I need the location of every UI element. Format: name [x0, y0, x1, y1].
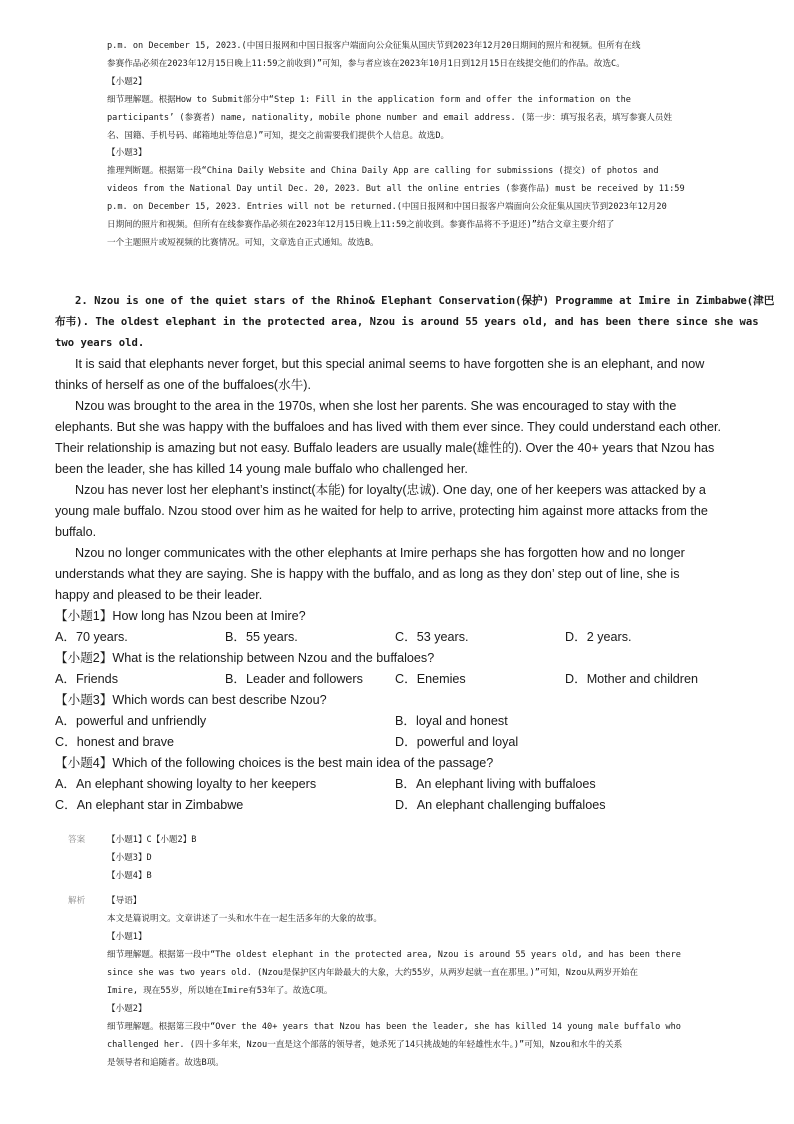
intro-line: 布韦). The oldest elephant in the protected area, Nzou is around 55 years old, and has been there since she was [55, 316, 759, 328]
subquestion-2: 【小题2】What is the relationship between Nzou and the buffaloes? [55, 651, 435, 665]
subquestion-4-options-row2 [55, 795, 745, 816]
paragraph-line: Their relationship is amazing but not easy. Buffalo leaders are usually male(雄性的). Over the 40+ years that Nzou has [55, 441, 715, 455]
paragraph-line: been the leader, she has killed 14 young male buffalo who challenged her. [55, 462, 468, 476]
analysis-line: 【导语】 [107, 896, 142, 906]
analysis-line: 细节理解题。根据第三段中“Over the 40+ years that Nzou has been the leader, she has killed 14 young male buffalo who [107, 1022, 681, 1032]
subquestion-3: 【小题3】Which words can best describe Nzou? [55, 693, 327, 707]
subquestion-4: 【小题4】Which of the following choices is the best main idea of the passage? [55, 756, 494, 770]
subquestion-3-options-row1 [55, 711, 745, 732]
explanation-line: 【小题3】 [107, 148, 147, 159]
explanation-line: 一个主题照片或短视频的比赛情况。可知，文章选自正式通知。故选B。 [107, 237, 379, 248]
analysis-line: 【小题1】 [107, 932, 147, 942]
explanation-line: p.m. on December 15, 2023. Entries will not be returned.(中国日报网和中国日报客户端面向公众征集从国庆节到2023年12月20 [107, 202, 667, 213]
explanation-line: 推理判断题。根据第一段“China Daily Website and China Daily App are calling for submissions (提交) of photos and [107, 166, 659, 177]
subquestion-4-options-row1 [55, 774, 745, 795]
paragraph-line: buffalo. [55, 525, 97, 539]
subquestion-1-options [55, 627, 745, 648]
analysis-line: 【小题2】 [107, 1004, 147, 1014]
passage-paragraph [55, 354, 745, 396]
paragraph-line: Nzou was brought to the area in the 1970s, when she lost her parents. She was encouraged to stay with the [75, 399, 677, 413]
option-a: A．Friends [55, 672, 118, 686]
answer-line: 【小题3】D [107, 853, 152, 863]
passage-paragraph [55, 396, 745, 480]
option-a: A．70 years. [55, 630, 128, 644]
question-2 [55, 291, 775, 816]
explanation-line: 参赛作品必须在2023年12月15日晚上11:59之前收到)”可知，参与者应该在2023年10月1日到12月15日在线提交他们的作品。故选C。 [107, 58, 625, 69]
question-intro [55, 291, 775, 354]
paragraph-line: elephants. But she was happy with the buffaloes and has lived with them ever since. They could understand each other. [55, 420, 722, 434]
paragraph-line: young male buffalo. Nzou stood over him as he waited for help to arrive, protecting him against more attacks from the [55, 504, 708, 518]
option-d: D．2 years. [565, 630, 632, 644]
analysis-line: 细节理解题。根据第一段中“The oldest elephant in the protected area, Nzou is around 55 years old, and has been there [107, 950, 681, 960]
explanation-line: 日期间的照片和视频。但所有在线参赛作品必须在2023年12月15日晚上11:59之前收到。参赛作品将不予退还)”结合文章主要介绍了 [107, 220, 615, 231]
paragraph-line: Nzou no longer communicates with the other elephants at Imire perhaps she has forgotten how and no longer [75, 546, 685, 560]
paragraph-line: happy and pleased to be their leader. [55, 588, 263, 602]
explanation-line: 【小题2】 [107, 76, 147, 87]
subquestion-1: 【小题1】How long has Nzou been at Imire? [55, 609, 306, 623]
analysis-line: Imire, 现在55岁，所以她在Imire有53年了。故选C项。 [107, 986, 333, 996]
option-b: B．55 years. [225, 630, 298, 644]
intro-line: 2. Nzou is one of the quiet stars of the Rhino& Elephant Conservation(保护) Programme at Imire in Zimbabwe(津巴 [75, 295, 775, 307]
option-b: B．Leader and followers [225, 672, 363, 686]
option-d: D．Mother and children [565, 672, 698, 686]
explanation-line: 细节理解题。根据How to Submit部分中“Step 1: Fill in the application form and offer the information on the [107, 94, 631, 105]
option-d: D．An elephant challenging buffaloes [395, 798, 606, 812]
previous-question-explanation [107, 38, 747, 253]
option-c: C．53 years. [395, 630, 469, 644]
analysis-line: 是领导者和追随者。故选B项。 [107, 1058, 224, 1068]
option-a: A．powerful and unfriendly [55, 714, 207, 728]
analysis-line: 本文是篇说明文。文章讲述了一头和水牛在一起生活多年的大象的故事。 [107, 914, 383, 924]
passage-paragraph [55, 543, 745, 606]
explanation-line: participants’ (参赛者) name, nationality, mobile phone number and email address. (第一步：填写报名表，填写参赛人员姓 [107, 112, 673, 123]
passage-paragraph [55, 480, 745, 543]
answer-line: 【小题1】C【小题2】B [107, 835, 197, 845]
intro-line: two years old. [55, 337, 145, 349]
paragraph-line: It is said that elephants never forget, but this special animal seems to have forgotten she is an elephant, and now [75, 357, 705, 371]
subquestion-2-options [55, 669, 745, 690]
subquestion-3-options-row2 [55, 732, 745, 753]
explanation-line: videos from the National Day until Dec. 20, 2023. But all the online entries (参赛作品) must be received by 11:59 [107, 184, 685, 195]
analysis-label: 解析 [68, 896, 86, 906]
option-b: B．loyal and honest [395, 714, 508, 728]
option-b: B．An elephant living with buffaloes [395, 777, 596, 791]
option-d: D．powerful and loyal [395, 735, 519, 749]
option-c: C．honest and brave [55, 735, 175, 749]
paragraph-line: thinks of herself as one of the buffaloes(水牛). [55, 378, 311, 392]
analysis-line: challenged her. (四十多年来，Nzou一直是这个部落的领导者，她杀死了14只挑战她的年轻雄性水牛。)”可知，Nzou和水牛的关系 [107, 1040, 623, 1050]
paragraph-line: Nzou has never lost her elephant’s instinct(本能) for loyalty(忠诚). One day, one of her keepers was attacked by a [75, 483, 706, 497]
option-c: C．Enemies [395, 672, 466, 686]
option-c: C．An elephant star in Zimbabwe [55, 798, 244, 812]
paragraph-line: understands what they are saying. She is happy with the buffalo, and as long as they don’ step out of line, she is [55, 567, 680, 581]
option-a: A．An elephant showing loyalty to her keepers [55, 777, 317, 791]
explanation-line: p.m. on December 15, 2023.(中国日报网和中国日报客户端面向公众征集从国庆节到2023年12月20日期间的照片和视频。但所有在线 [107, 41, 641, 51]
explanation-line: 名、国籍、手机号码、邮箱地址等信息)”可知，提交之前需要我们提供个人信息。故选D。 [107, 130, 450, 141]
analysis-line: since she was two years old. (Nzou是保护区内年龄最大的大象，大约55岁，从两岁起就一直在那里。)”可知，Nzou从两岁开始在 [107, 968, 638, 978]
answer-label: 答案 [68, 835, 86, 845]
answer-line: 【小题4】B [107, 871, 152, 881]
